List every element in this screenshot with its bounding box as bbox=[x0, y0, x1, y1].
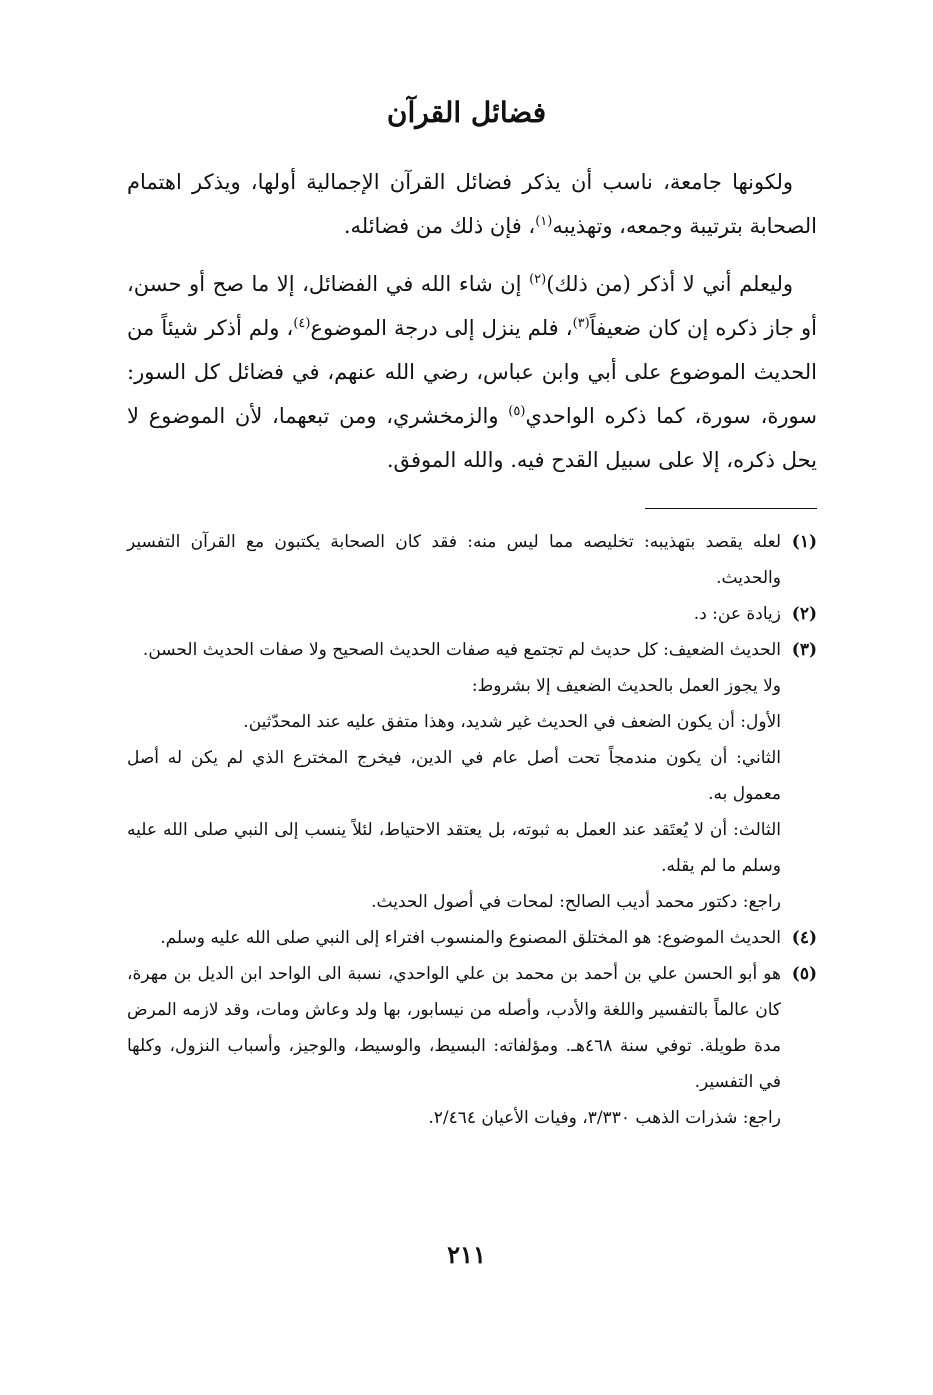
footnote-ref-5: (٥) bbox=[508, 404, 526, 419]
footnote-ref-2: (٢) bbox=[529, 272, 547, 287]
page-title: فضائل القرآن bbox=[386, 96, 547, 129]
footnote-ref-3: (٣) bbox=[572, 316, 590, 331]
footnote-line: ولا يجوز العمل بالحديث الضعيف إلا بشروط: bbox=[471, 676, 781, 696]
footnote-ref-1: (١) bbox=[535, 214, 553, 229]
paragraph-2-part-c: ، فلم ينزل إلى درجة الموضوع bbox=[310, 316, 573, 340]
paragraph-2-part-b: إن شاء الله في الفضائل، إلا ما صح أو حسن، أو جاز ذكره إن كان ضعيفاً bbox=[127, 272, 817, 340]
footnote-line: راجع: دكتور محمد أديب الصالح: لمحات في أصول الحديث. bbox=[371, 892, 781, 912]
footnote-line: الثالث: أن لا يُعتَقد عند العمل به ثبوته، بل يعتقد الاحتياط، لئلاً ينسب إلى النبي صلى الله عليه وسلم ما لم يقله. bbox=[127, 820, 781, 876]
footnote-line: راجع: شذرات الذهب ٣/٣٣٠، وفيات الأعيان ٢/٤٦٤. bbox=[428, 1108, 781, 1128]
page-number: ٢١١ bbox=[447, 1240, 486, 1269]
paragraph-1-end: ، فإن ذلك من فضائله. bbox=[343, 214, 536, 238]
footnote-number: (٢) bbox=[791, 604, 817, 624]
footnote-number: (١) bbox=[791, 532, 817, 552]
footnote-line: الأول: أن يكون الضعف في الحديث غير شديد، وهذا متفق عليه عند المحدّثين. bbox=[243, 712, 781, 732]
footnote-ref-4: (٤) bbox=[293, 316, 311, 331]
footnote-line: الحديث الضعيف: كل حديث لم تجتمع فيه صفات الحديث الصحيح ولا صفات الحديث الحسن. bbox=[142, 640, 781, 660]
footnote-separator bbox=[645, 508, 817, 509]
footnote-2 bbox=[127, 596, 817, 632]
paragraph-2-part-e: والزمخشري، ومن تبعهما، لأن الموضوع لا يحل ذكره، إلا على سبيل القدح فيه. والله الموفق. bbox=[127, 404, 817, 472]
footnote-line: هو أبو الحسن علي بن أحمد بن محمد بن علي الواحدي، نسبة الى الواحد ابن الديل بن مهرة، كان عالماً بالتفسير واللغة والأدب، وأصله من نيسابور، بها ولد وعاش ومات، وقد لازمه المرض مدة طويلة. توفي سنة ٤٦٨هـ. ومؤلفاته: البسيط، والوسيط، والوجيز، وأسباب النزول، وكلها في التفسير. bbox=[127, 964, 781, 1092]
footnote-4 bbox=[127, 920, 817, 956]
footnote-3 bbox=[127, 632, 817, 920]
footnote-number: (٥) bbox=[791, 964, 817, 984]
footnote-1 bbox=[127, 524, 817, 596]
footnote-line: الحديث الموضوع: هو المختلق المصنوع والمنسوب افتراء إلى النبي صلى الله عليه وسلم. bbox=[160, 928, 781, 948]
paragraph-1-text: ولكونها جامعة، ناسب أن يذكر فضائل القرآن الإجمالية أولها، ويذكر اهتمام الصحابة بترتيبة وجمعه، وتهذيبه bbox=[127, 170, 817, 238]
paragraph-2-part-d: ، ولم أذكر شيئاً من الحديث الموضوع على أبي وابن عباس، رضي الله عنهم، في فضائل كل السور: سورة، سورة، كما ذكره الواحدي bbox=[127, 316, 817, 428]
paragraph-1 bbox=[127, 160, 817, 248]
paragraph-2 bbox=[127, 262, 817, 482]
footnote-number: (٣) bbox=[791, 640, 817, 660]
footnote-line: الثاني: أن يكون مندمجاً تحت أصل عام في الدين، فيخرج المخترع الذي لم يكن له أصل معمول به. bbox=[127, 748, 781, 804]
footnotes bbox=[127, 524, 817, 1136]
footnote-5 bbox=[127, 956, 817, 1136]
main-text bbox=[127, 160, 817, 482]
footnote-number: (٤) bbox=[791, 928, 817, 948]
footnote-line: زيادة عن: د. bbox=[693, 604, 781, 624]
paragraph-2-part-a: وليعلم أني لا أذكر (من ذلك) bbox=[546, 272, 794, 296]
footnote-line: لعله يقصد بتهذيبه: تخليصه مما ليس منه: فقد كان الصحابة يكتبون مع القرآن التفسير والحديث. bbox=[127, 532, 781, 588]
